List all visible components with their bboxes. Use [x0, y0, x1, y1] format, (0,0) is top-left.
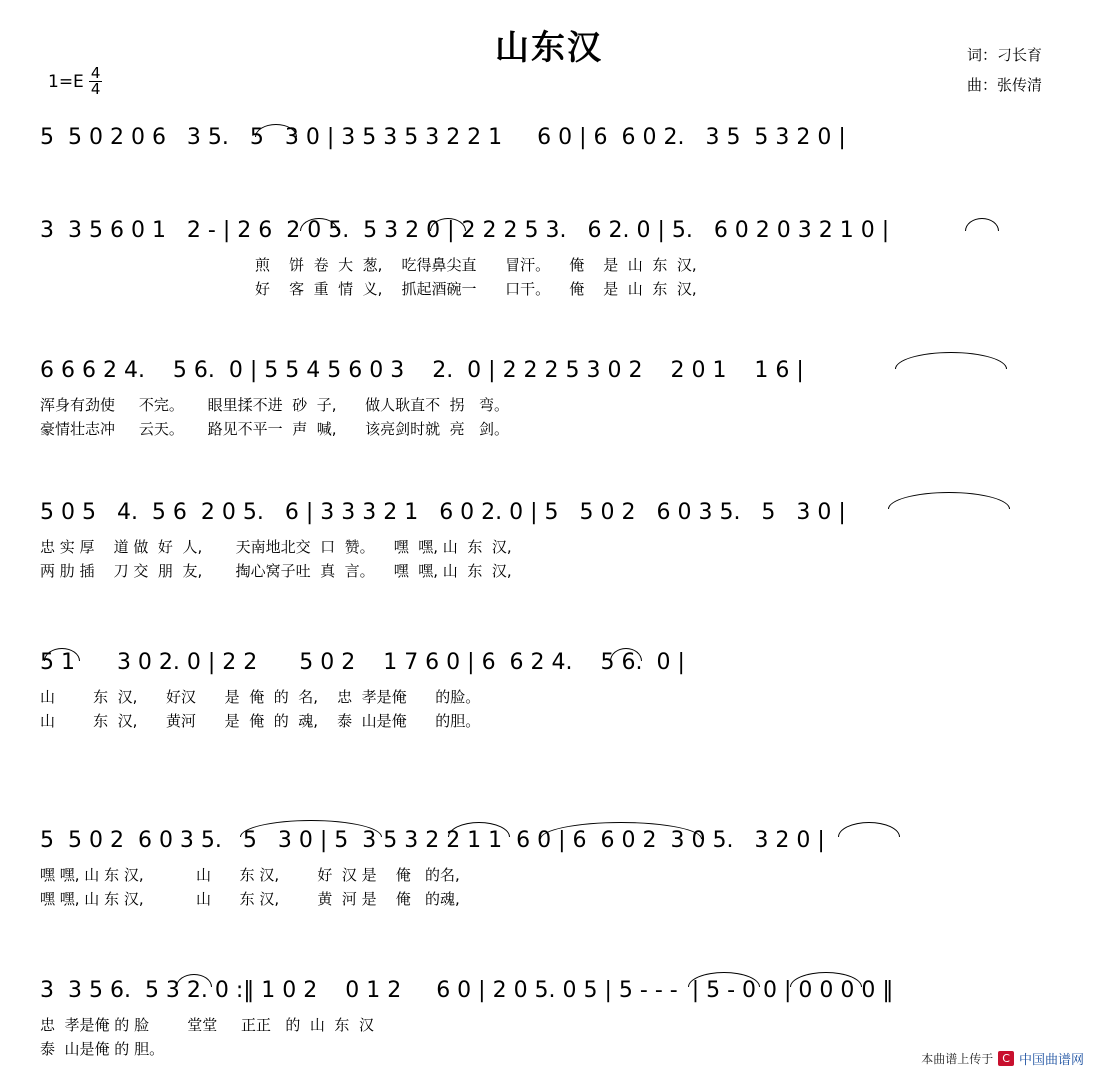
site-name: 中国曲谱网	[1018, 1053, 1084, 1068]
notation-line: 5 0 5 4. 5 6 2 0 5. 6 | 3 3 3 2 1 6 0 2. 0 | 5 5 0 2 6 0 3 5. 5 3 0 |	[40, 500, 846, 525]
notation-line: 5 5 0 2 0 6 3 5. 5 3 0 | 3 5 3 5 3 2 2 1 6 0 | 6 6 0 2. 3 5 5 3 2 0 |	[40, 125, 846, 150]
lyric-line-verse1: 煎 饼 卷 大 葱, 吃得鼻尖直 冒汗。 俺 是 山 东 汉,	[255, 256, 697, 274]
footer-text: 本曲谱上传于	[921, 1052, 994, 1066]
music-system-2	[0, 218, 1098, 302]
lyric-line-verse2: 山 东 汉, 黄河 是 俺 的 魂, 泰 山是俺 的胆。	[40, 712, 481, 730]
music-system-5	[0, 650, 1098, 734]
music-system-4	[0, 500, 1098, 584]
notation-line: 6 6 6 2 4. 5 6. 0 | 5 5 4 5 6 0 3 2. 0 | 2 2 2 5 3 0 2 2 0 1 1 6 |	[40, 358, 804, 383]
time-signature-numerator: 4	[90, 64, 101, 82]
notation-line: 3 3 5 6 0 1 2 - | 2 6 2 0 5. 5 3 2 0 | 2 2 2 5 3. 6 2. 0 | 5. 6 0 2 0 3 2 1 0 |	[40, 218, 890, 243]
notation-line: 5 5 0 2 6 0 3 5. 5 3 0 | 5 3 5 3 2 2 1 1 6 0 | 6 6 0 2 3 0 5. 3 2 0 |	[40, 828, 825, 853]
lyric-line-verse2: 两 肋 插 刀 交 朋 友, 掏心窝子吐 真 言。 嘿 嘿, 山 东 汉,	[40, 562, 512, 580]
lyric-line-verse2: 嘿 嘿, 山 东 汉, 山 东 汉, 黄 河 是 俺 的魂,	[40, 890, 460, 908]
slur-mark	[240, 820, 382, 837]
credits	[967, 40, 1042, 100]
music-system-3	[0, 358, 1098, 442]
slur-mark	[688, 972, 760, 987]
footer-watermark	[921, 1049, 1084, 1068]
lyric-line-verse1: 嘿 嘿, 山 东 汉, 山 东 汉, 好 汉 是 俺 的名,	[40, 866, 460, 884]
site-logo-icon: C	[998, 1051, 1014, 1066]
notation-line: 3 3 5 6. 5 3 2. 0 :‖ 1 0 2 0 1 2 6 0 | 2 0 5. 0 5 | 5 - - - | 5 - 0 0 | 0 0 0 0 ‖	[40, 978, 894, 1003]
lyric-line-verse1: 忠 孝是俺 的 脸 堂堂 正正 的 山 东 汉	[40, 1016, 374, 1034]
lyric-line-verse1: 忠 实 厚 道 做 好 人, 天南地北交 口 赞。 嘿 嘿, 山 东 汉,	[40, 538, 512, 556]
music-system-6	[0, 828, 1098, 912]
slur-mark	[540, 822, 702, 839]
slur-mark	[790, 972, 862, 987]
time-signature-denominator: 4	[90, 80, 101, 98]
slur-mark	[176, 974, 212, 987]
music-system-1	[0, 125, 1098, 161]
slur-mark	[888, 492, 1010, 509]
lyric-line-verse2: 豪情壮志冲 云天。 路见不平一 声 喊, 该亮剑时就 亮 剑。	[40, 420, 509, 438]
lyric-line-verse2: 好 客 重 情 义, 抓起酒碗一 口干。 俺 是 山 东 汉,	[255, 280, 697, 298]
key-and-time-signature	[48, 66, 102, 97]
lyric-line-verse2: 泰 山是俺 的 胆。	[40, 1040, 165, 1058]
time-signature	[89, 66, 103, 97]
lyricist-line: 词：刁长育	[966, 46, 1042, 64]
lyric-line-verse1: 山 东 汉, 好汉 是 俺 的 名, 忠 孝是俺 的脸。	[40, 688, 481, 706]
slur-mark	[838, 822, 900, 837]
slur-mark	[895, 352, 1007, 369]
composer-line: 曲：张传清	[966, 76, 1042, 94]
page-title: 山东汉	[495, 28, 603, 68]
lyric-line-verse1: 浑身有劲使 不完。 眼里揉不进 砂 子, 做人耿直不 拐 弯。	[40, 396, 509, 414]
key-signature: 1=E	[48, 71, 84, 92]
notation-line: 5 1 3 0 2. 0 | 2 2 5 0 2 1 7 6 0 | 6 6 2 4. 5 6. 0 |	[40, 650, 685, 675]
slur-mark	[448, 822, 510, 837]
